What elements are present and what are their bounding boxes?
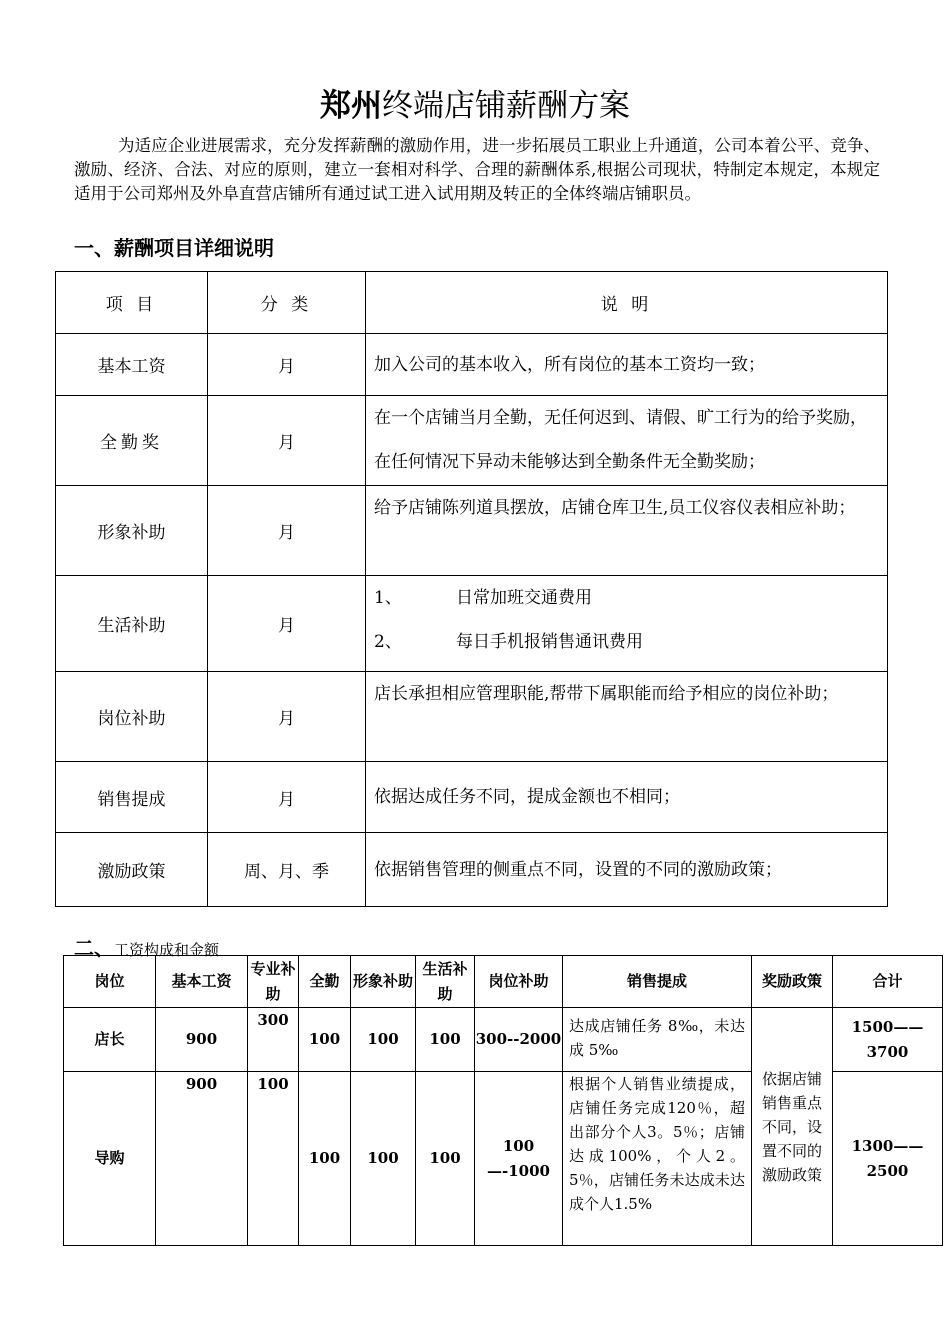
guide-position: 100—-1000	[475, 1072, 563, 1246]
header-item: 项 目	[56, 272, 208, 334]
row-category: 月	[208, 396, 366, 486]
guide-commission: 根据个人销售业绩提成，店铺任务完成120％，超出部分个人3。5％；店铺达成100%，个人2。5％，店铺任务未达成未达成个人1.5%	[563, 1072, 752, 1246]
header-total: 合计	[833, 956, 943, 1008]
guide-total: 1300——2500	[833, 1072, 943, 1246]
row-desc: 依据销售管理的侧重点不同，设置的不同的激励政策；	[366, 833, 888, 907]
row-item: 激励政策	[56, 833, 208, 907]
table-row	[56, 334, 888, 396]
row-item: 基本工资	[56, 334, 208, 396]
incentive-policy: 依据店铺销售重点不同，设置不同的激励政策	[752, 1008, 833, 1246]
row-desc: 加入公司的基本收入，所有岗位的基本工资均一致；	[366, 334, 888, 396]
manager-row	[64, 1008, 943, 1072]
row-desc: 给予店铺陈列道具摆放，店铺仓库卫生,员工仪容仪表相应补助；	[366, 486, 888, 576]
table-row	[56, 672, 888, 762]
section2-title: 工资构成和金额	[114, 941, 220, 959]
list-item	[374, 620, 879, 664]
section2-number: 二、	[74, 936, 114, 960]
manager-image: 100	[351, 1008, 416, 1072]
row-category: 月	[208, 334, 366, 396]
document-title	[0, 86, 950, 126]
row-desc-list	[366, 576, 888, 672]
guide-pro: 100	[248, 1072, 299, 1246]
guide-life: 100	[416, 1072, 475, 1246]
row-item: 生活补助	[56, 576, 208, 672]
row-desc: 在一个店铺当月全勤，无任何迟到、请假、旷工行为的给予奖励，在任何情况下异动未能够达到全勤条件无全勤奖励；	[366, 396, 888, 486]
row-desc: 依据达成任务不同，提成金额也不相同；	[366, 762, 888, 833]
intro-paragraph	[74, 134, 880, 206]
row-category: 周、月、季	[208, 833, 366, 907]
row-desc: 店长承担相应管理职能,帮带下属职能而给予相应的岗位补助；	[366, 672, 888, 762]
list-number: 1、	[374, 588, 402, 608]
header-incentive: 奖励政策	[752, 956, 833, 1008]
table-row	[56, 833, 888, 907]
table-row	[56, 396, 888, 486]
salary-items-table	[55, 271, 888, 907]
row-category: 月	[208, 672, 366, 762]
composition-header-row	[64, 956, 943, 1008]
list-text: 日常加班交通费用	[456, 588, 592, 608]
intro-text: 为适应企业进展需求，充分发挥薪酬的激励作用，进一步拓展员工职业上升通道，公司本着公平、竞争、激励、经济、合法、对应的原则，建立一套相对科学、合理的薪酬体系,根据公司现状，特制定本规定，本规定适用于公司郑州及外阜直营店铺所有通过试工进入试用期及转正的全体终端店铺职员。	[74, 136, 880, 203]
salary-composition-table	[63, 955, 943, 1246]
guide-base: 900	[156, 1072, 248, 1246]
header-image: 形象补助	[351, 956, 416, 1008]
table-header-row	[56, 272, 888, 334]
manager-position: 300--2000	[475, 1008, 563, 1072]
header-desc: 说 明	[366, 272, 888, 334]
list-number: 2、	[374, 632, 402, 652]
manager-base: 900	[156, 1008, 248, 1072]
title-bold: 郑州	[320, 88, 382, 124]
header-commission: 销售提成	[563, 956, 752, 1008]
table-row	[56, 576, 888, 672]
title-rest: 终端店铺薪酬方案	[382, 88, 630, 124]
guide-image: 100	[351, 1072, 416, 1246]
list-text: 每日手机报销售通讯费用	[456, 632, 643, 652]
row-item: 全勤奖	[56, 396, 208, 486]
manager-pro: 300	[248, 1008, 299, 1072]
table-row	[56, 486, 888, 576]
header-attend: 全勤	[299, 956, 351, 1008]
guide-attend: 100	[299, 1072, 351, 1246]
header-position: 岗位补助	[475, 956, 563, 1008]
row-category: 月	[208, 486, 366, 576]
manager-attend: 100	[299, 1008, 351, 1072]
header-post: 岗位	[64, 956, 156, 1008]
header-base: 基本工资	[156, 956, 248, 1008]
manager-post: 店长	[64, 1008, 156, 1072]
row-category: 月	[208, 576, 366, 672]
row-item: 岗位补助	[56, 672, 208, 762]
header-pro: 专业补助	[248, 956, 299, 1008]
manager-total: 1500——3700	[833, 1008, 943, 1072]
manager-life: 100	[416, 1008, 475, 1072]
header-category: 分 类	[208, 272, 366, 334]
manager-commission: 达成店铺任务 8‰，未达成 5‰	[563, 1008, 752, 1072]
row-item: 形象补助	[56, 486, 208, 576]
row-category: 月	[208, 762, 366, 833]
section1-heading: 一、薪酬项目详细说明	[74, 236, 274, 260]
row-item: 销售提成	[56, 762, 208, 833]
table-row	[56, 762, 888, 833]
guide-post: 导购	[64, 1072, 156, 1246]
list-item	[374, 576, 879, 620]
header-life: 生活补助	[416, 956, 475, 1008]
